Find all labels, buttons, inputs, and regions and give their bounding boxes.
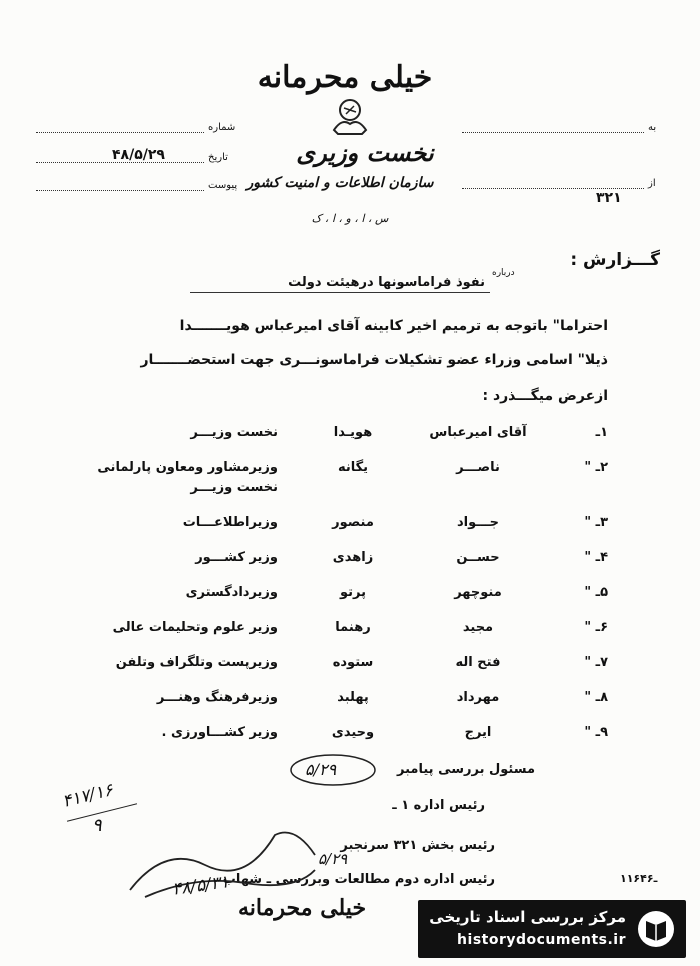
margin-note-bottom: ۹ [92, 815, 102, 836]
archive-watermark [418, 900, 686, 958]
body-line-3: ازعرض میگـــذرد : [482, 388, 608, 404]
minister-last-name: یگانه [337, 460, 369, 475]
classification-stamp-bottom: خیلی محرمانه [238, 895, 367, 921]
minister-post: وزیرپست وتلگراف وتلفن [115, 655, 278, 670]
minister-row [48, 425, 608, 449]
minister-post: وزیرمشاور ومعاون پارلمانی [97, 460, 278, 475]
number-field-line [36, 132, 204, 133]
minister-row [48, 515, 608, 539]
handwritten-date: ۴۸/۵/۳۱ [170, 872, 231, 900]
from-field-line [462, 188, 644, 189]
minister-first-name: حســن [456, 550, 500, 565]
attachment-label: پیوست [208, 180, 238, 191]
minister-number: ۹ـ " [584, 725, 608, 740]
minister-number: ۸ـ " [584, 690, 608, 705]
date-value: ۴۸/۵/۲۹ [112, 147, 165, 163]
corner-code: ۱۱۶ـ۴۶ [620, 872, 658, 885]
number-label: شماره [208, 122, 236, 133]
watermark-title: مرکز بررسی اسناد تاریخی [429, 908, 626, 926]
subject-underline [190, 292, 490, 293]
minister-first-name: مهرداد [456, 690, 500, 705]
report-subject: نفوذ فراماسونها درهیئت دولت [288, 275, 485, 290]
minister-last-name: منصور [332, 515, 374, 530]
minister-last-name: رهنما [335, 620, 371, 635]
report-heading: گـــزارش : [570, 250, 660, 270]
minister-row [48, 655, 608, 679]
organization-name: سازمان اطلاعات و امنیت کشور [246, 175, 434, 191]
minister-first-name: ناصـــر [456, 460, 500, 475]
minister-post: وزیرفرهنگ وهنـــر [156, 690, 278, 705]
from-value: ۳۲۱ [596, 190, 622, 206]
minister-row [48, 550, 608, 574]
minister-post-continued: نخست وزیـــر [190, 480, 278, 495]
minister-last-name: وحیدی [331, 725, 375, 740]
prime-ministry-title: نخست وزیری [296, 138, 434, 167]
minister-number: ۵ـ " [584, 585, 608, 600]
minister-row [48, 690, 608, 714]
lion-sun-emblem-icon [322, 96, 378, 140]
minister-first-name: جـــواد [457, 515, 499, 530]
body-line-2: ذیلا" اسامی وزراء عضو تشکیلات فراماسونـــری جهت استحضـــــــار [140, 352, 608, 368]
from-label: از [648, 178, 656, 189]
minister-post: وزیردادگستری [185, 585, 278, 600]
organization-abbreviation: س ، ا ، و ، ا ، ک [311, 212, 389, 225]
section-note: ۵/۲۹ [318, 850, 348, 868]
minister-last-name: ستوده [332, 655, 374, 670]
minister-row [48, 725, 608, 749]
minister-number: ۶ـ " [584, 620, 608, 635]
date-label: تاریخ [208, 152, 228, 163]
minister-number: ۱ـ [595, 425, 608, 440]
minister-last-name: پرتو [340, 585, 366, 600]
minister-first-name: ایرج [464, 725, 492, 740]
director-line: رئیس اداره دوم مطالعات وبررسی ـ شهاب [222, 872, 495, 887]
responsible-note: ۵/۲۹ [305, 760, 337, 779]
minister-last-name: پهلبد [337, 690, 369, 705]
minister-row [48, 585, 608, 609]
classification-stamp-top: خیلی محرمانه [257, 60, 433, 95]
attachment-field-line [36, 190, 204, 191]
minister-post: وزیر علوم وتحلیمات عالی [112, 620, 278, 635]
minister-first-name: منوچهر [454, 585, 502, 600]
minister-post: وزیر کشـــاورزی . [161, 725, 278, 740]
minister-first-name: مجید [462, 620, 494, 635]
to-label: به [648, 122, 657, 133]
minister-number: ۳ـ " [584, 515, 608, 530]
regarding-label: درباره [492, 268, 515, 278]
minister-number: ۷ـ " [584, 655, 608, 670]
minister-number: ۲ـ " [584, 460, 608, 475]
to-field-line [462, 132, 644, 133]
minister-post: نخست وزیـــر [190, 425, 278, 440]
book-logo-icon [636, 909, 676, 949]
minister-last-name: زاهدی [332, 550, 374, 565]
watermark-url: historydocuments.ir [457, 932, 626, 948]
body-line-1: احتراما" باتوجه به ترمیم اخیر کابینه آقای امیرعباس هویـــــــدا [179, 318, 608, 334]
minister-row [48, 460, 608, 504]
responsible-officer-line: مسئول بررسی پیامبر [397, 762, 535, 777]
minister-post: وزیراطلاعـــات [182, 515, 278, 530]
minister-last-name: هویـدا [333, 425, 373, 440]
department-head-line: رئیس اداره ۱ ـ [392, 798, 485, 813]
minister-post: وزیر کشـــور [195, 550, 278, 565]
minister-first-name: فتح اله [455, 655, 501, 670]
margin-note-top: ۴۱۷/۱۶ [60, 780, 116, 812]
section-head-line: رئیس بخش ۳۲۱ سرنجبر [340, 838, 495, 853]
minister-first-name: آقای امیرعباس [429, 425, 527, 440]
minister-number: ۴ـ " [584, 550, 608, 565]
minister-row [48, 620, 608, 644]
